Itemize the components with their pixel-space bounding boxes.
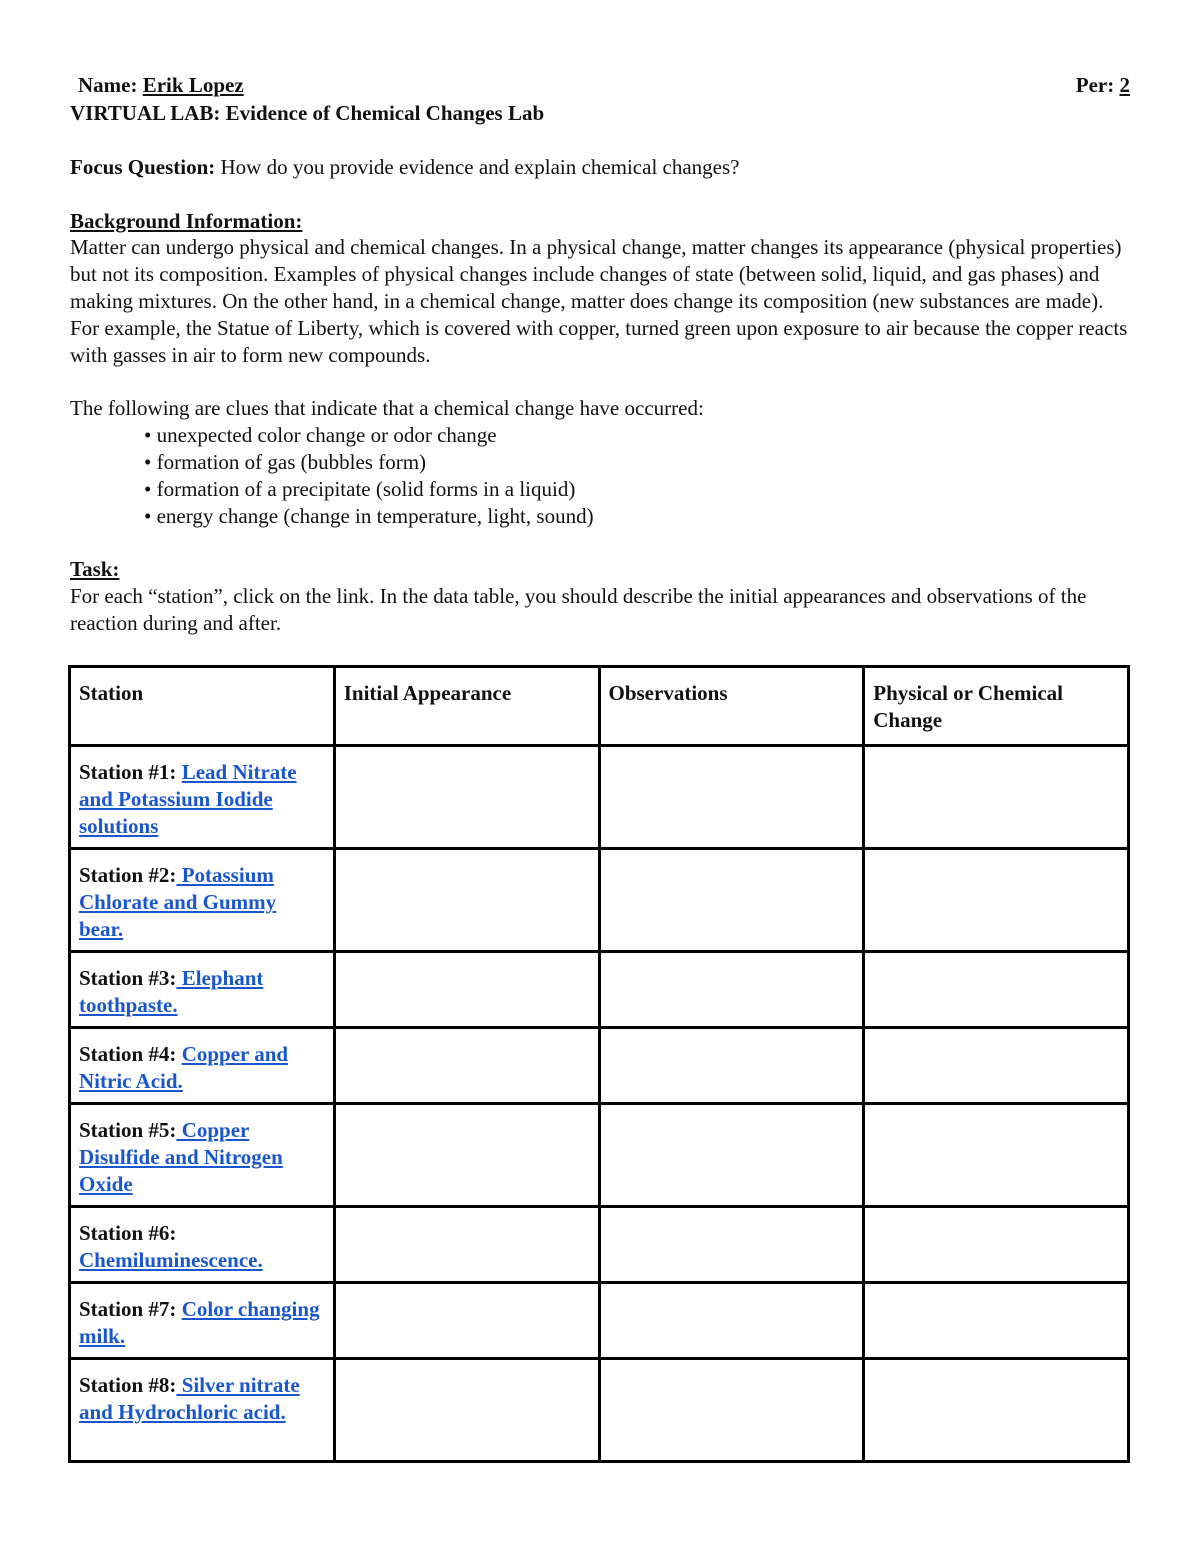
station-label: Station #1: [79, 760, 177, 784]
station-link[interactable]: Copper and Nitric Acid. [79, 1042, 289, 1093]
clues-intro: The following are clues that indicate that a chemical change have occurred: [70, 396, 704, 421]
station-cell [70, 1283, 335, 1359]
period-value: 2 [1119, 73, 1130, 97]
initial-appearance-cell[interactable] [334, 952, 599, 1028]
focus-text: How do you provide evidence and explain chemical changes? [215, 154, 740, 179]
station-label: Station #6: [79, 1221, 177, 1245]
observations-cell[interactable] [599, 1359, 864, 1462]
data-table [68, 665, 1130, 1463]
station-cell [70, 849, 335, 952]
name-label: Name: [78, 73, 138, 97]
lab-title: VIRTUAL LAB: Evidence of Chemical Changes Lab [70, 101, 545, 125]
station-link[interactable]: Color changing milk. [79, 1297, 320, 1348]
change-type-cell[interactable] [864, 849, 1129, 952]
task-text: For each “station”, click on the link. In the data table, you should describe the initial appearances and observations of the reaction during and after. [70, 584, 1087, 635]
change-type-cell[interactable] [864, 1207, 1129, 1283]
table-header-row [70, 667, 1129, 746]
station-link[interactable]: Copper Disulfide and Nitrogen Oxide [79, 1118, 283, 1196]
worksheet [70, 72, 1130, 637]
station-label: Station #8: [79, 1373, 177, 1397]
col-header-change-type: Physical or Chemical Change [864, 667, 1129, 746]
table-row [70, 1028, 1129, 1104]
period-label: Per: [1075, 73, 1115, 97]
station-cell [70, 1359, 335, 1462]
col-header-observations: Observations [599, 667, 864, 746]
initial-appearance-cell[interactable] [334, 1207, 599, 1283]
station-link[interactable]: Silver nitrate and Hydrochloric acid. [79, 1373, 300, 1424]
task-heading: Task: [70, 557, 120, 582]
station-label: Station #3: [79, 966, 177, 990]
background-paragraph: Matter can undergo physical and chemical changes. In a physical change, matter changes its appearance (physical properties) but not its composition. Examples of physical changes include changes of state (between solid, liquid, and gas phases) and making mixtures. On the other hand, in a chemical change, matter does change its composition (new substances are made). For example, the Statue of Liberty, which is covered with copper, turned green upon exposure to air because the copper reacts with gasses in air to form new compounds. [70, 235, 1128, 367]
station-cell [70, 1104, 335, 1207]
col-header-initial-appearance: Initial Appearance [334, 667, 599, 746]
observations-cell[interactable] [599, 1207, 864, 1283]
station-label: Station #2: [79, 863, 177, 887]
table-row [70, 746, 1129, 849]
student-name [70, 72, 244, 100]
table-row [70, 1104, 1129, 1207]
station-label: Station #4: [79, 1042, 177, 1066]
focus-question [70, 154, 1130, 181]
clue-item: • formation of gas (bubbles form) [144, 449, 1130, 476]
background-heading: Background Information: [70, 208, 303, 233]
station-link[interactable]: Potassium Chlorate and Gummy bear. [79, 863, 277, 941]
clue-item: • energy change (change in temperature, light, sound) [144, 503, 1130, 530]
change-type-cell[interactable] [864, 952, 1129, 1028]
change-type-cell[interactable] [864, 1028, 1129, 1104]
station-link[interactable]: Elephant toothpaste. [79, 966, 264, 1017]
table-row [70, 849, 1129, 952]
observations-cell[interactable] [599, 1104, 864, 1207]
station-cell [70, 746, 335, 849]
station-label: Station #5: [79, 1118, 177, 1142]
observations-cell[interactable] [599, 1283, 864, 1359]
clue-item: • formation of a precipitate (solid forms in a liquid) [144, 476, 1130, 503]
station-link[interactable]: Lead Nitrate and Potassium Iodide solutions [79, 760, 297, 838]
change-type-cell[interactable] [864, 1359, 1129, 1462]
initial-appearance-cell[interactable] [334, 1104, 599, 1207]
station-cell [70, 1207, 335, 1283]
change-type-cell[interactable] [864, 746, 1129, 849]
header-row [70, 72, 1130, 100]
station-cell [70, 952, 335, 1028]
initial-appearance-cell[interactable] [334, 1028, 599, 1104]
initial-appearance-cell[interactable] [334, 1359, 599, 1462]
station-cell [70, 1028, 335, 1104]
observations-cell[interactable] [599, 952, 864, 1028]
table-row [70, 1283, 1129, 1359]
observations-cell[interactable] [599, 849, 864, 952]
table-row [70, 952, 1129, 1028]
change-type-cell[interactable] [864, 1283, 1129, 1359]
col-header-station: Station [70, 667, 335, 746]
observations-cell[interactable] [599, 1028, 864, 1104]
table-row [70, 1207, 1129, 1283]
clues-list [70, 422, 1130, 529]
station-link[interactable]: Chemiluminescence. [79, 1248, 263, 1272]
period [1076, 72, 1130, 100]
initial-appearance-cell[interactable] [334, 849, 599, 952]
clue-item: • unexpected color change or odor change [144, 422, 1130, 449]
observations-cell[interactable] [599, 746, 864, 849]
initial-appearance-cell[interactable] [334, 746, 599, 849]
name-value: Erik Lopez [142, 73, 244, 97]
initial-appearance-cell[interactable] [334, 1283, 599, 1359]
focus-label: Focus Question: [70, 154, 216, 179]
change-type-cell[interactable] [864, 1104, 1129, 1207]
table-row [70, 1359, 1129, 1462]
station-label: Station #7: [79, 1297, 177, 1321]
